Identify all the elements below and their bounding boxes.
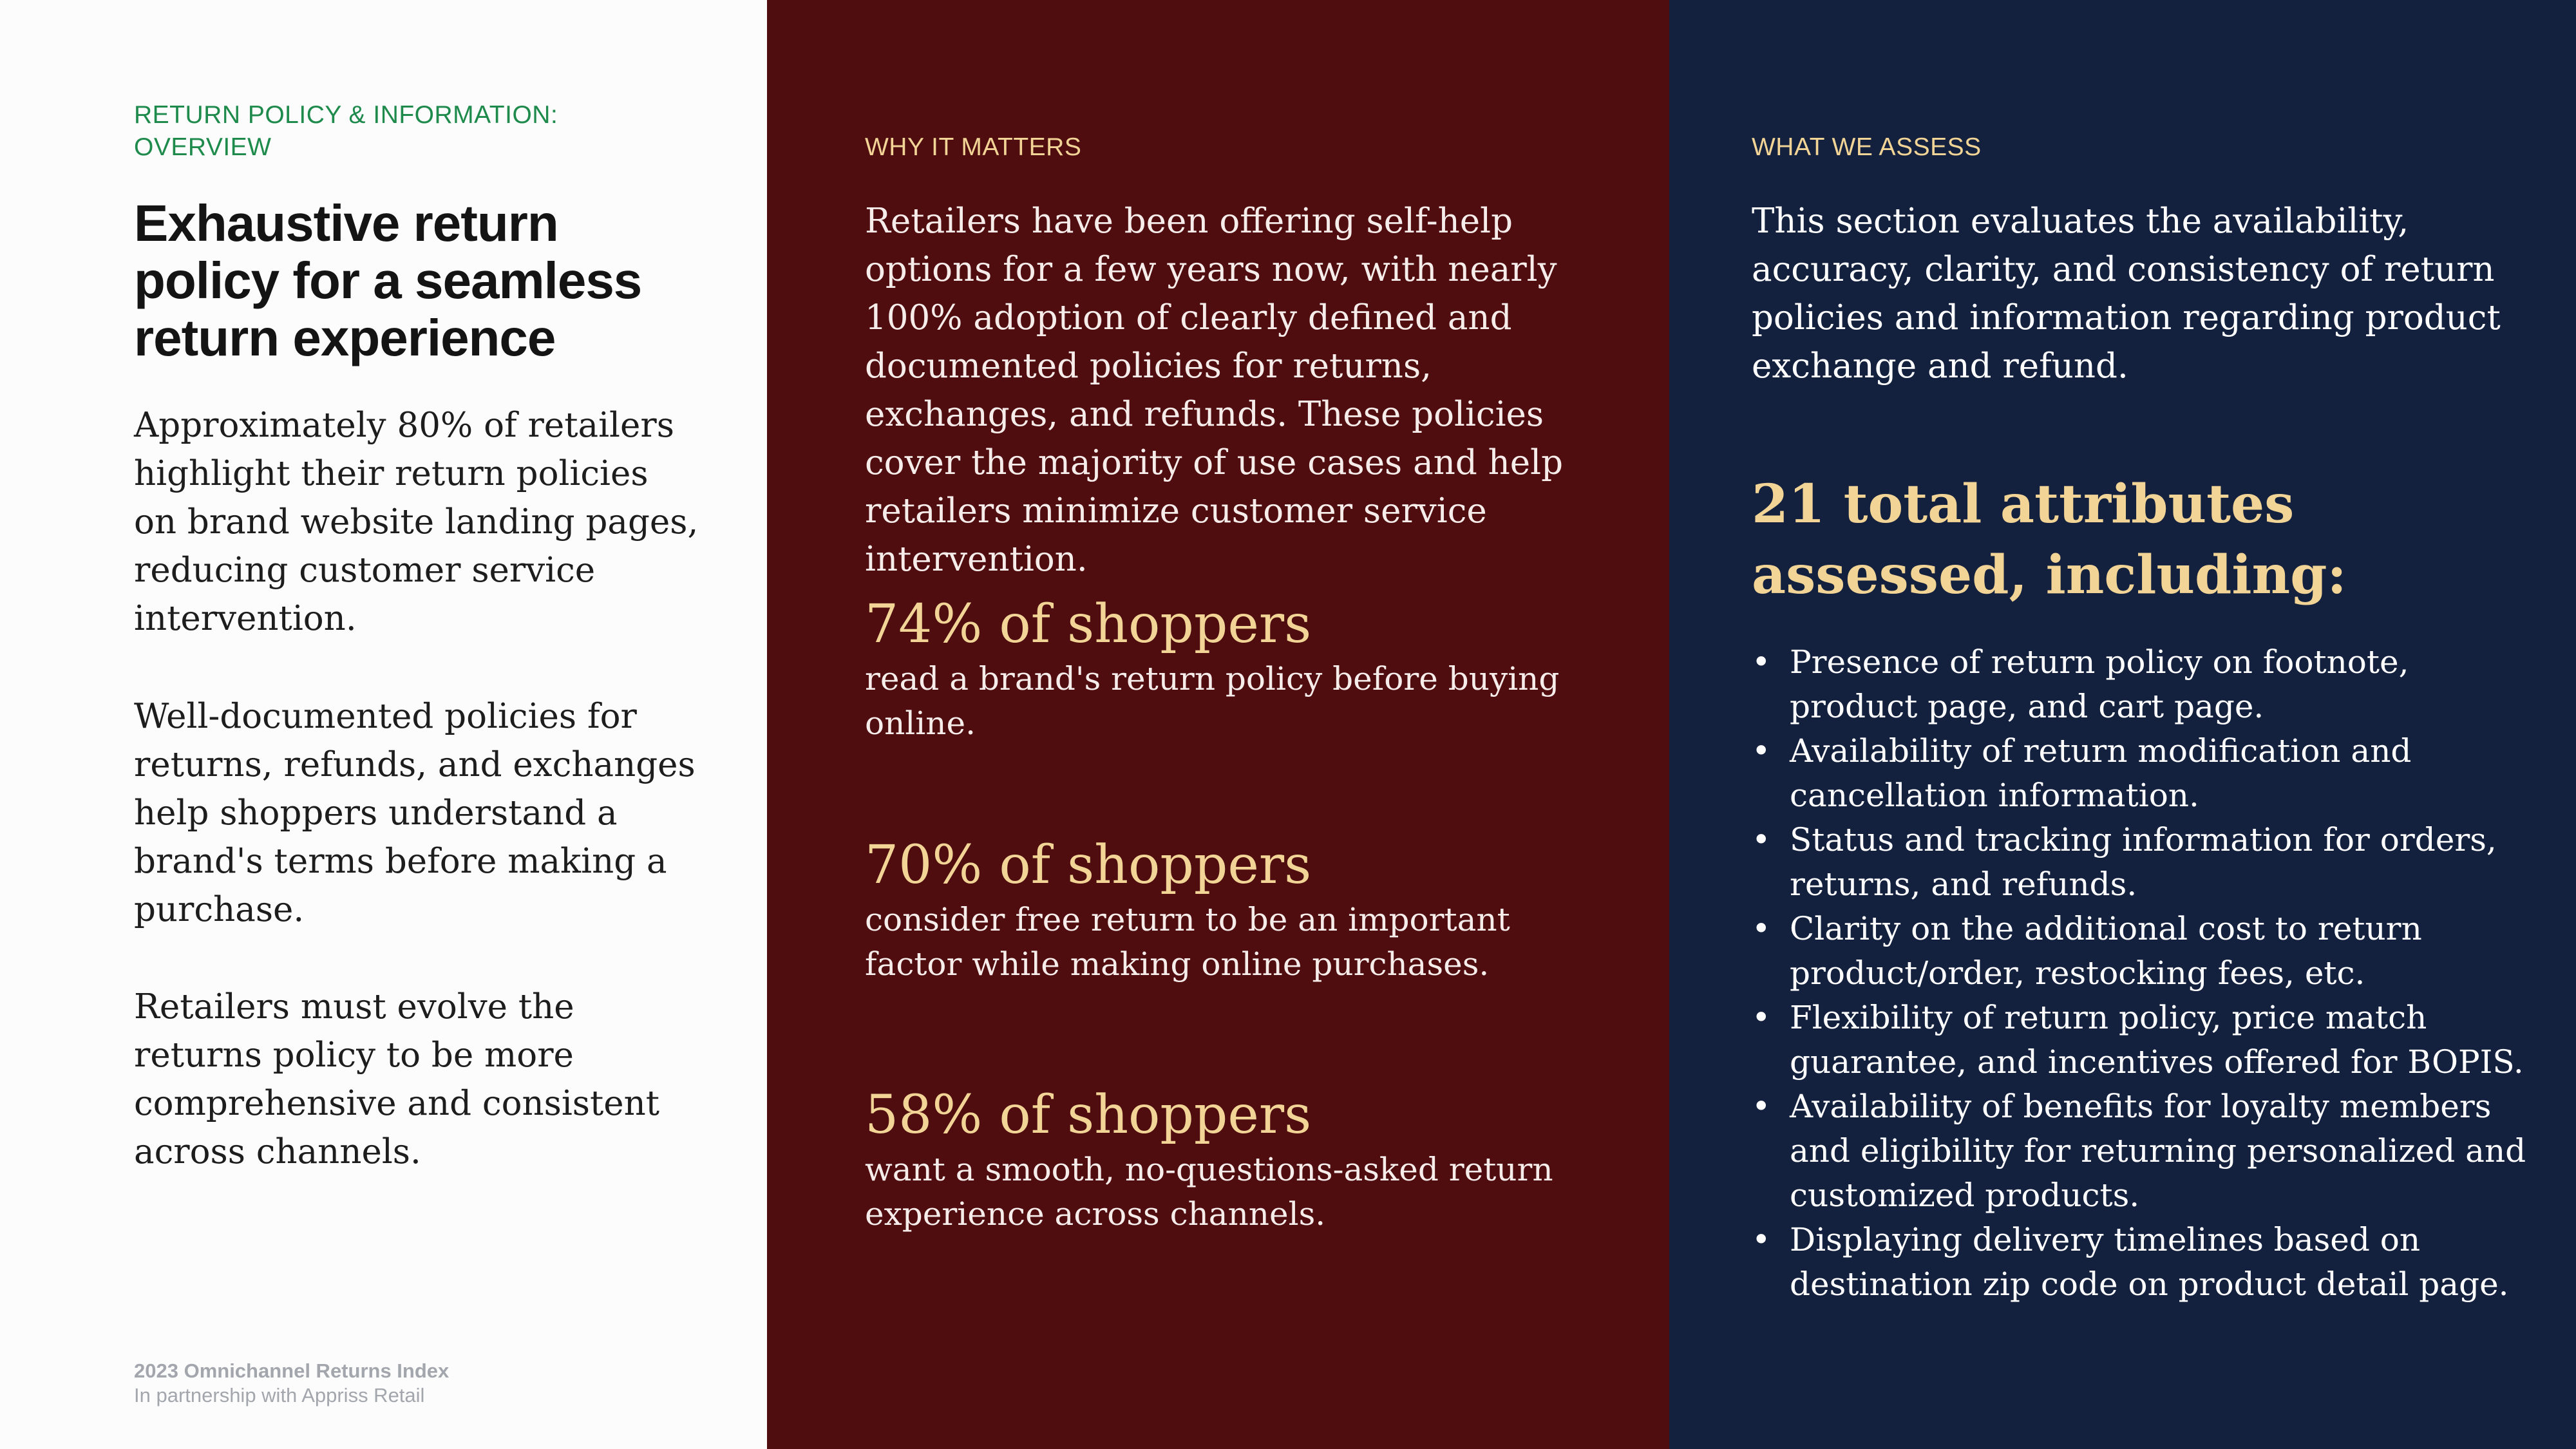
overview-paragraph: Approximately 80% of retailers highlight their return policies on brand website landing pages, reducing customer service intervention.: [134, 406, 699, 638]
overview-paragraph: Retailers must evolve the returns policy to be more comprehensive and consistent across channels.: [134, 987, 660, 1171]
attribute-list: [1752, 640, 2544, 1307]
overview-column: [0, 0, 767, 1449]
attribute-text: Availability of benefits for loyalty members and eligibility for returning personalized and customized products.: [1790, 1088, 2526, 1214]
stat-block: [865, 592, 1573, 746]
why-it-matters-column: [767, 0, 1669, 1449]
list-item: [1752, 907, 2544, 996]
report-title: 2023 Omnichannel Returns Index: [134, 1359, 450, 1382]
bullet-icon: •: [1752, 643, 1771, 681]
list-item: [1752, 640, 2544, 729]
footer: [134, 1359, 449, 1408]
bullet-icon: •: [1752, 821, 1771, 858]
attribute-text: Presence of return policy on footnote, product page, and cart page.: [1790, 643, 2409, 725]
stat-headline: 74% of shoppers: [865, 594, 1312, 655]
attribute-text: Displaying delivery timelines based on destination zip code on product detail page.: [1790, 1221, 2509, 1303]
bullet-icon: •: [1752, 999, 1771, 1036]
list-item: [1752, 996, 2544, 1084]
bullet-icon: •: [1752, 1088, 1771, 1125]
bullet-icon: •: [1752, 1221, 1771, 1258]
stat-block: [865, 1083, 1573, 1236]
partnership-note: In partnership with Appriss Retail: [134, 1384, 425, 1406]
attribute-text: Availability of return modification and cancellation information.: [1790, 732, 2412, 814]
stat-headline: 70% of shoppers: [865, 835, 1312, 896]
list-item: [1752, 1218, 2544, 1307]
what-we-assess-eyebrow: WHAT WE ASSESS: [1752, 133, 1982, 161]
bullet-icon: •: [1752, 732, 1771, 770]
stat-headline: 58% of shoppers: [865, 1084, 1312, 1146]
stat-description: read a brand's return policy before buying online.: [865, 660, 1560, 742]
list-item: [1752, 818, 2544, 907]
attribute-text: Flexibility of return policy, price match guarantee, and incentives offered for BOPIS.: [1790, 999, 2524, 1081]
what-we-assess-column: [1669, 0, 2576, 1449]
attributes-heading: 21 total attributes assessed, including:: [1752, 473, 2347, 606]
overview-paragraph: Well-documented policies for returns, refunds, and exchanges help shoppers understand a brand's terms before making a purchase.: [134, 697, 696, 929]
why-it-matters-intro: Retailers have been offering self-help options for a few years now, with nearly 100% adoption of clearly defined and documented policies for returns, exchanges, and refunds. These policies cover the majority of use cases and help retailers minimize customer service intervention.: [865, 202, 1563, 579]
stat-description: want a smooth, no-questions-asked return experience across channels.: [865, 1151, 1553, 1233]
what-we-assess-intro: This section evaluates the availability, accuracy, clarity, and consistency of return policies and information regarding product exchange and refund.: [1752, 202, 2501, 386]
section-eyebrow: RETURN POLICY & INFORMATION: OVERVIEW: [134, 101, 558, 161]
list-item: [1752, 1084, 2544, 1218]
why-it-matters-eyebrow: WHY IT MATTERS: [865, 133, 1082, 161]
page-title: Exhaustive return policy for a seamless return experience: [134, 194, 642, 366]
bullet-icon: •: [1752, 910, 1771, 947]
attribute-text: Status and tracking information for orders, returns, and refunds.: [1790, 821, 2497, 903]
stat-description: consider free return to be an important factor while making online purchases.: [865, 901, 1510, 983]
attribute-text: Clarity on the additional cost to return product/order, restocking fees, etc.: [1790, 910, 2422, 992]
list-item: [1752, 729, 2544, 818]
stat-block: [865, 833, 1573, 987]
